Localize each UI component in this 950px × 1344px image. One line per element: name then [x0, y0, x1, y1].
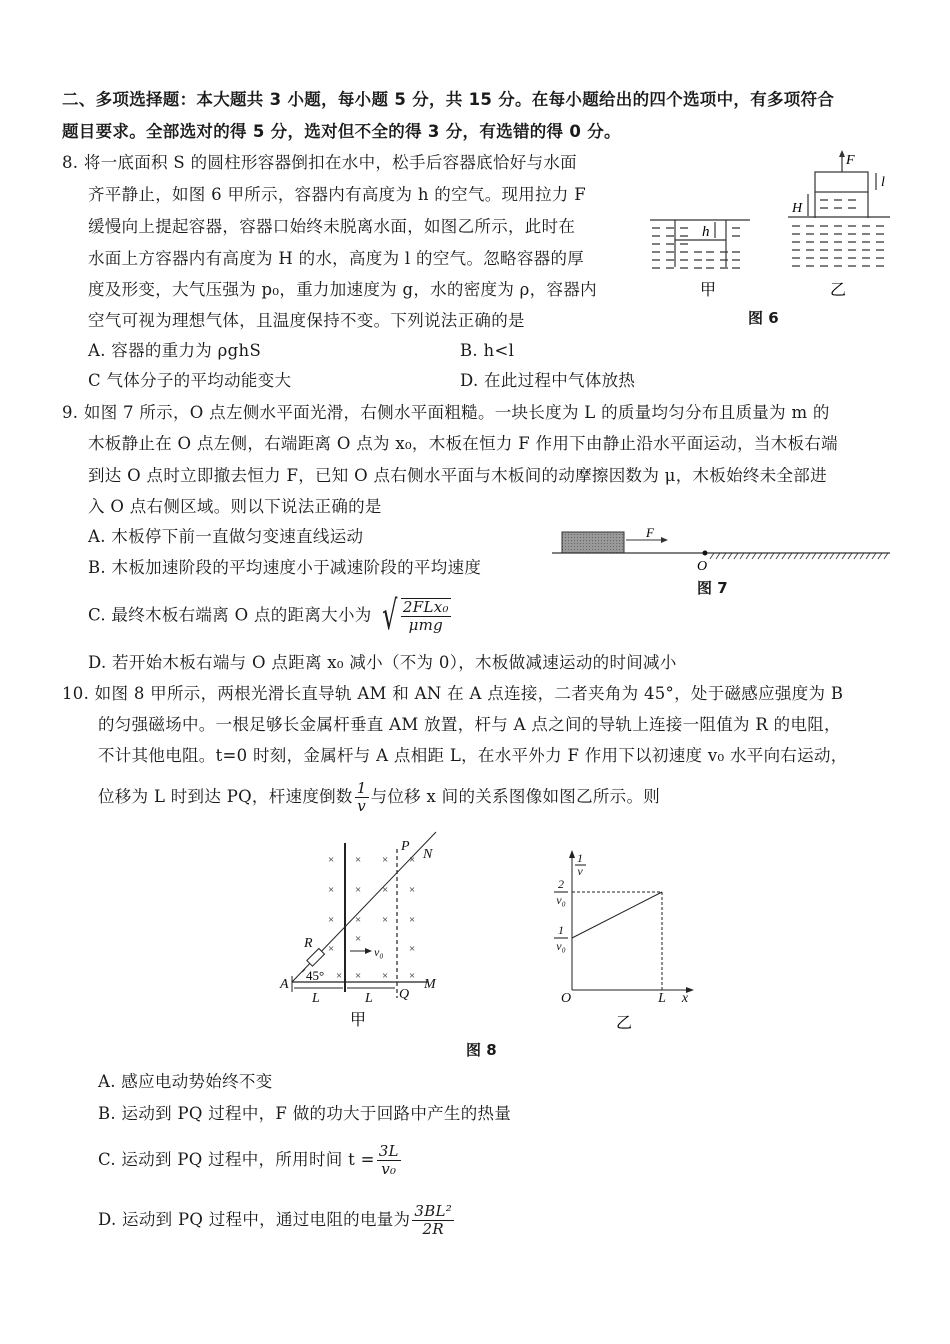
svg-text:×: ×	[336, 970, 343, 982]
svg-text:×: ×	[355, 970, 362, 982]
svg-text:×: ×	[328, 884, 335, 896]
label-H: H	[792, 201, 803, 216]
label-angle: 45°	[306, 968, 325, 983]
label-h: h	[702, 224, 710, 240]
label-P: P	[401, 839, 410, 854]
frac-num: 2FLx₀	[402, 598, 449, 616]
q10-option-a: A. 感应电动势始终不变	[98, 1072, 273, 1091]
y-hi-den: v₀	[556, 893, 566, 907]
label-O: O	[697, 559, 708, 574]
y-lo-den: v₀	[556, 939, 566, 953]
label-M: M	[424, 977, 436, 992]
svg-text:×: ×	[409, 943, 416, 955]
section-header-line2: 题目要求。全部选对的得 5 分，选对但不全的得 3 分，有选错的得 0 分。	[62, 122, 621, 141]
svg-text:×: ×	[409, 970, 416, 982]
q10-line: 不计其他电阻。t=0 时刻，金属杆与 A 点相距 L，在水平外力 F 作用下以初速度 v₀ 水平向右运动，	[98, 746, 848, 765]
svg-text:×: ×	[409, 914, 416, 926]
q10-line: 10. 如图 8 甲所示，两根光滑长直导轨 AM 和 AN 在 A 点连接，二者夹角为 45°，处于磁感应强度为 B	[62, 684, 844, 703]
sqrt-expression: √ $\frac{\text{2FLx₀}}{\text{μmg}}$	[382, 593, 449, 639]
figure-7	[550, 525, 895, 575]
figure-7-caption: 图 7	[697, 579, 728, 597]
label-Q: Q	[399, 987, 410, 1002]
container-b	[788, 154, 890, 266]
svg-text:×: ×	[382, 970, 389, 982]
q8-line: 8. 将一底面积 S 的圆柱形容器倒扣在水中，松手后容器底恰好与水面	[62, 153, 577, 172]
q9-line: 9. 如图 7 所示，O 点左侧水平面光滑，右侧水平面粗糙。一块长度为 L 的质量均匀分布且质量为 m 的	[62, 403, 830, 422]
y-lo-num: 1	[558, 923, 564, 937]
q9-option-c-text: C. 最终木板右端离 O 点的距离大小为	[88, 605, 372, 625]
q8-line: 水面上方容器内有高度为 H 的水，高度为 l 的空气。忽略容器的厚	[88, 249, 585, 268]
water-dashes-a	[650, 220, 750, 268]
q10-option-b: B. 运动到 PQ 过程中，F 做的功大于回路中产生的热量	[98, 1104, 512, 1123]
frac-den: 2R	[422, 1220, 444, 1238]
resistor-R	[307, 949, 325, 967]
figure-8-caption: 图 8	[466, 1041, 497, 1059]
q9-line: 木板静止在 O 点左侧，右端距离 O 点为 x₀，木板在恒力 F 作用下由静止沿水平面运动，当木板右端	[88, 434, 838, 453]
frac-den: v	[357, 797, 367, 815]
figure-8-sub-b: 乙	[616, 1015, 633, 1030]
q8-option-b: B. h<l	[460, 341, 515, 360]
section-header-line1: 二、多项选择题：本大题共 3 小题，每小题 5 分，共 15 分。在每小题给出的四个选项中，有多项符合	[62, 90, 835, 109]
q10-option-c-text: C. 运动到 PQ 过程中，所用时间 t =	[98, 1150, 375, 1169]
figure-6-caption: 图 6	[748, 309, 779, 327]
label-A: A	[280, 977, 289, 992]
svg-text:×: ×	[355, 914, 362, 926]
svg-text:×: ×	[328, 914, 335, 926]
q10-option-c	[98, 1143, 403, 1178]
q9-option-b: B. 木板加速阶段的平均速度小于减速阶段的平均速度	[88, 558, 482, 577]
label-R: R	[304, 936, 313, 951]
q10-line: 的匀强磁场中。一根足够长金属杆垂直 AM 放置，杆与 A 点之间的导轨上连接一阻值为 R 的电阻，	[98, 715, 841, 734]
label-v0: v₀	[374, 945, 384, 959]
figure-6-sub-a: 甲	[700, 282, 717, 299]
magnetic-field-crosses	[328, 854, 415, 982]
svg-text:×: ×	[355, 854, 362, 866]
svg-text:×: ×	[355, 884, 362, 896]
label-F: F	[646, 525, 654, 540]
frac-num: 3L	[378, 1142, 399, 1160]
figure-6-sub-b: 乙	[830, 282, 847, 299]
svg-text:×: ×	[382, 884, 389, 896]
q8-line: 度及形变，大气压强为 p₀，重力加速度为 g，水的密度为 ρ，容器内	[88, 280, 597, 299]
q10-option-d	[98, 1203, 456, 1238]
q10-line-4-text-b: 与位移 x 间的关系图像如图乙所示。则	[370, 787, 661, 806]
wooden-board	[562, 532, 624, 553]
q10-option-d-text: D. 运动到 PQ 过程中，通过电阻的电量为	[98, 1210, 411, 1229]
q9-option-a: A. 木板停下前一直做匀变速直线运动	[88, 527, 364, 546]
svg-text:×: ×	[328, 943, 335, 955]
q9-line: 到达 O 点时立即撤去恒力 F，已知 O 点右侧水平面与木板间的动摩擦因数为 μ，木板始终未全部进	[88, 466, 827, 485]
q8-option-a: A. 容器的重力为 ρghS	[88, 341, 262, 360]
label-L1: L	[312, 991, 320, 1006]
frac-num: 3BL²	[414, 1202, 453, 1220]
svg-text:×: ×	[328, 854, 335, 866]
q8-line: 齐平静止，如图 6 甲所示，容器内有高度为 h 的空气。现用拉力 F	[88, 185, 586, 204]
q10-line-4	[98, 780, 660, 815]
q8-line: 空气可视为理想气体，且温度保持不变。下列说法正确的是	[88, 311, 525, 330]
frac-num: 1	[356, 779, 367, 797]
q10-line-4-text-a: 位移为 L 时到达 PQ，杆速度倒数	[98, 787, 353, 806]
svg-text:×: ×	[355, 933, 362, 945]
q8-option-d: D. 在此过程中气体放热	[460, 371, 636, 390]
y-axis-num: 1	[577, 851, 583, 865]
origin-label: O	[560, 991, 572, 1006]
graph-axes	[572, 854, 690, 990]
q9-option-d: D. 若开始木板右端与 O 点距离 x₀ 减小（不为 0），木板做减速运动的时间减小	[88, 653, 677, 672]
label-l: l	[881, 175, 885, 190]
label-L2: L	[365, 991, 373, 1006]
x-tick-L: L	[658, 991, 666, 1006]
x-axis-label: x	[681, 991, 689, 1006]
y-hi-num: 2	[558, 877, 564, 891]
figure-6	[640, 140, 900, 300]
q8-option-c: C 气体分子的平均动能变大	[88, 371, 292, 390]
label-N: N	[423, 847, 433, 862]
q9-line: 入 O 点右侧区域。则以下说法正确的是	[88, 497, 382, 516]
frac-den: μmg	[408, 616, 444, 634]
svg-text:×: ×	[382, 914, 389, 926]
y-axis-den: v	[577, 864, 583, 878]
q9-option-c	[88, 593, 453, 639]
svg-text:×: ×	[382, 854, 389, 866]
frac-den: v₀	[381, 1160, 397, 1178]
figure-8-sub-a: 甲	[350, 1012, 367, 1029]
svg-text:×: ×	[409, 854, 416, 866]
figure-8	[270, 830, 710, 1030]
label-F: F	[846, 153, 855, 168]
svg-text:×: ×	[409, 884, 416, 896]
q8-line: 缓慢向上提起容器，容器口始终未脱离水面，如图乙所示，此时在	[88, 217, 576, 236]
